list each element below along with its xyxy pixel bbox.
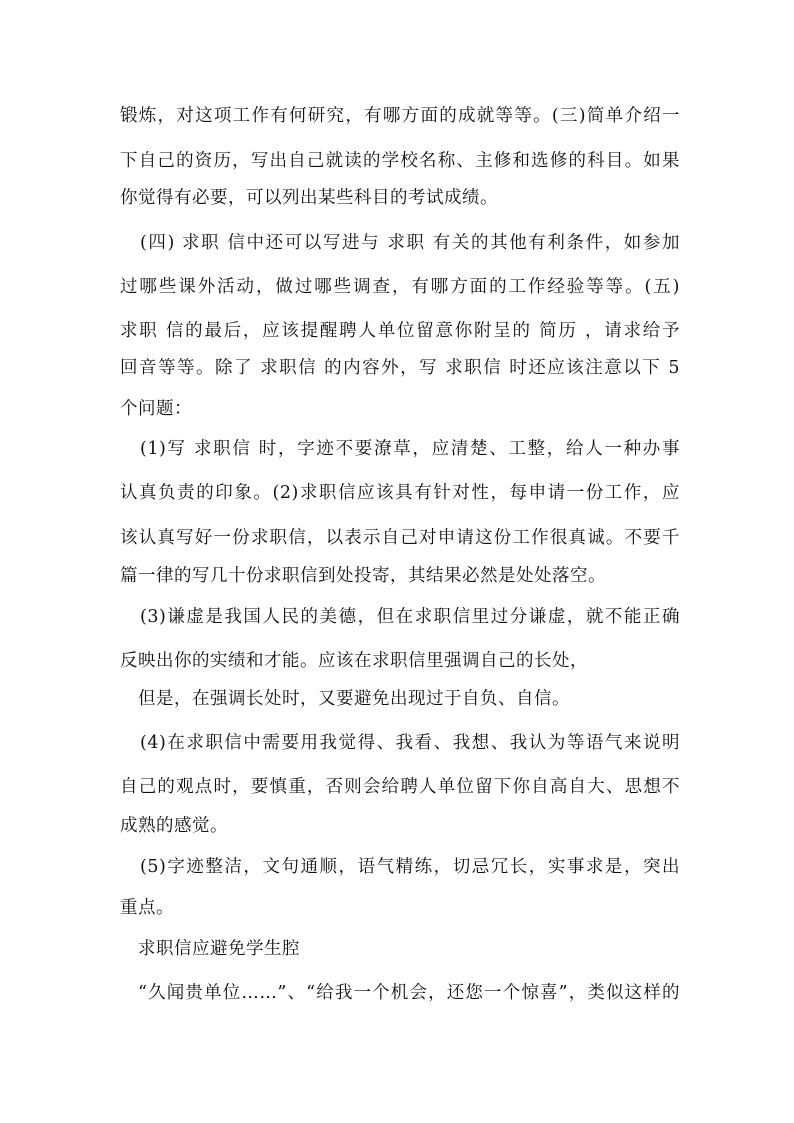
paragraph-line: 你觉得有必要，可以列出某些科目的考试成绩。: [120, 188, 498, 208]
paragraph-line: 该认真写好一份求职信，以表示自己对申请这份工作很真诚。不要千: [120, 528, 680, 548]
paragraph-line: 下自己的资历，写出自己就读的学校名称、主修和选修的科目。如果: [120, 151, 680, 171]
paragraph-line: 过哪些课外活动，做过哪些调查，有哪方面的工作经验等等。(五): [120, 277, 680, 297]
paragraph-line: 重点。: [120, 898, 174, 918]
paragraph-line: 求职 信的最后，应该提醒聘人单位留意你附呈的 简历 ，请求给予: [120, 321, 680, 341]
paragraph-line: (四) 求职 信中还可以写进与 求职 有关的其他有利条件，如参加: [140, 233, 680, 253]
paragraph-line: (5)字迹整洁，文句通顺，语气精练，切忌冗长，实事求是，突出: [140, 857, 680, 877]
paragraph-line: (4)在求职信中需要用我觉得、我看、我想、我认为等语气来说明: [140, 733, 680, 753]
paragraph-line: 篇一律的写几十份求职信到处投寄，其结果必然是处处落空。: [120, 566, 606, 586]
paragraph-line: 反映出你的实绩和才能。应该在求职信里强调自己的长处，: [120, 651, 588, 671]
paragraph-line: 个问题：: [120, 399, 192, 419]
paragraph-line: 锻炼，对这项工作有何研究，有哪方面的成就等等。(三)简单介绍一: [120, 106, 680, 126]
paragraph-line: 认真负责的印象。(2)求职信应该具有针对性，每申请一份工作，应: [120, 483, 680, 503]
paragraph-line: 回音等等。除了 求职信 的内容外，写 求职信 时还应该注意以下 5: [120, 358, 680, 378]
paragraph-line: 成熟的感觉。: [120, 816, 228, 836]
paragraph-line: “久闻贵单位……”、“给我一个机会，还您一个惊喜”，类似这样的: [138, 983, 680, 1003]
paragraph-line: (1)写 求职信 时，字迹不要潦草，应清楚、工整，给人一种办事: [140, 439, 680, 459]
section-heading: 求职信应避免学生腔: [138, 939, 300, 959]
paragraph-line: 自己的观点时，要慎重，否则会给聘人单位留下你自高自大、思想不: [120, 777, 680, 797]
paragraph-line: (3)谦虚是我国人民的美德，但在求职信里过分谦虚，就不能正确: [140, 607, 680, 627]
paragraph-line: 但是，在强调长处时，又要避免出现过于自负、自信。: [138, 689, 570, 709]
